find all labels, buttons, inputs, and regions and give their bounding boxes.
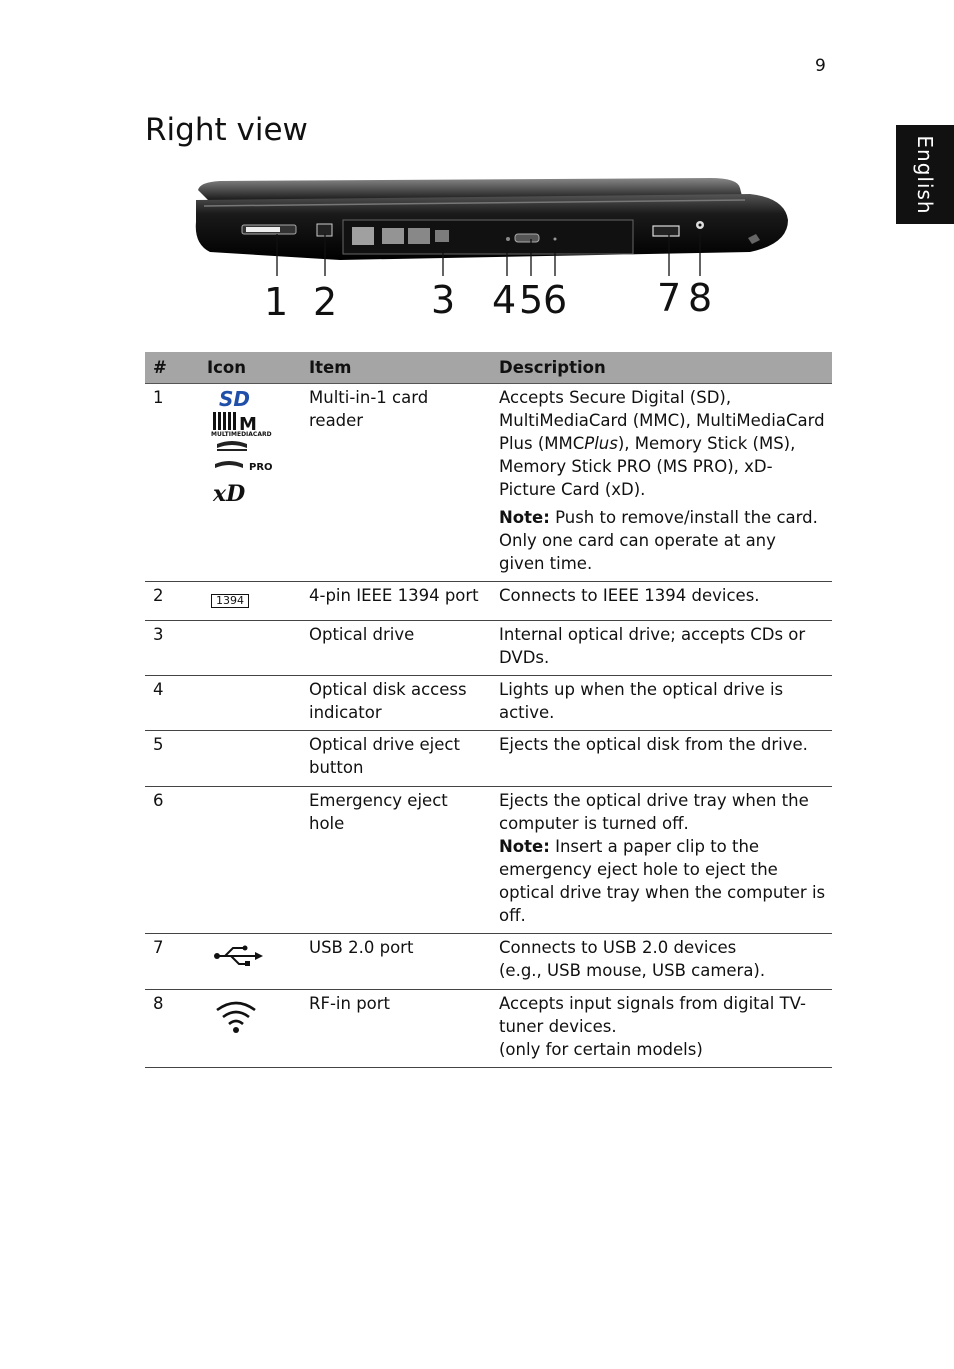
ieee1394-icon: 1394 <box>211 594 249 608</box>
table-row <box>145 384 832 582</box>
callout-6: 6 <box>543 278 568 322</box>
row-description: Accepts Secure Digital (SD), MultiMediaCard (MMC), MultiMediaCard Plus (MMCPlus), Memory Stick (MS), Memory Stick PRO (MS PRO), xD-Picture Card (xD). Note: Push to remove/install the card. Only one card can operate at any given time. <box>491 384 832 582</box>
header-item: Item <box>301 352 491 384</box>
row-item: Optical disk access indicator <box>301 676 491 731</box>
row-description: Connects to USB 2.0 devices (e.g., USB mouse, USB camera). <box>491 934 832 990</box>
row-description: Ejects the optical drive tray when the computer is turned off. Note: Insert a paper clip to the emergency eject hole to eject the optical drive tray when the computer is off. <box>491 787 832 934</box>
header-icon: Icon <box>199 352 301 384</box>
callout-5: 5 <box>519 278 544 322</box>
row-item: Emergency eject hole <box>301 787 491 934</box>
callout-1: 1 <box>264 280 289 324</box>
page-number: 9 <box>815 56 826 76</box>
table-row <box>145 731 832 787</box>
row-number: 7 <box>145 934 199 990</box>
row-number: 2 <box>145 582 199 621</box>
page-title: Right view <box>145 112 308 148</box>
row-number: 3 <box>145 621 199 676</box>
row-description: Connects to IEEE 1394 devices. <box>491 582 832 621</box>
row-icon <box>199 787 301 934</box>
row-number: 6 <box>145 787 199 934</box>
callout-4: 4 <box>492 278 517 322</box>
card-reader-logos-icon <box>199 384 301 582</box>
callout-7: 7 <box>657 276 682 320</box>
row-item: RF-in port <box>301 990 491 1068</box>
table-row <box>145 676 832 731</box>
row-item: Optical drive eject button <box>301 731 491 787</box>
usb-icon <box>211 942 265 970</box>
svg-text:MULTIMEDIACARD: MULTIMEDIACARD <box>211 431 272 438</box>
rf-wireless-icon <box>211 998 261 1034</box>
row-icon <box>199 676 301 731</box>
table-row <box>145 582 832 621</box>
svg-text:SD: SD <box>219 387 251 411</box>
right-view-table <box>145 352 832 1068</box>
header-description: Description <box>491 352 832 384</box>
row-description: Internal optical drive; accepts CDs or DVDs. <box>491 621 832 676</box>
row-item: USB 2.0 port <box>301 934 491 990</box>
row-icon <box>199 934 301 990</box>
callout-lines <box>0 0 954 340</box>
table-row <box>145 934 832 990</box>
table-header-row <box>145 352 832 384</box>
language-tab <box>896 125 954 224</box>
callout-2: 2 <box>313 280 338 324</box>
row-number: 8 <box>145 990 199 1068</box>
laptop-right-side-image <box>190 172 795 267</box>
callout-3: 3 <box>431 278 456 322</box>
language-tab-label: English <box>913 134 937 215</box>
table-row <box>145 787 832 934</box>
table-row <box>145 621 832 676</box>
row-number: 5 <box>145 731 199 787</box>
row-number: 1 <box>145 384 199 582</box>
row-description: Ejects the optical disk from the drive. <box>491 731 832 787</box>
header-number: # <box>145 352 199 384</box>
row-description: Accepts input signals from digital TV-tuner devices. (only for certain models) <box>491 990 832 1068</box>
row-number: 4 <box>145 676 199 731</box>
svg-text:M: M <box>239 414 257 435</box>
row-item: Multi-in-1 card reader <box>301 384 491 582</box>
svg-text:xD: xD <box>213 481 246 506</box>
row-icon <box>199 731 301 787</box>
row-item: 4-pin IEEE 1394 port <box>301 582 491 621</box>
svg-text:PRO: PRO <box>249 462 273 473</box>
row-icon <box>199 582 301 621</box>
row-item: Optical drive <box>301 621 491 676</box>
row-description: Lights up when the optical drive is active. <box>491 676 832 731</box>
callout-8: 8 <box>688 276 713 320</box>
row-icon <box>199 990 301 1068</box>
table-row <box>145 990 832 1068</box>
row-icon <box>199 621 301 676</box>
